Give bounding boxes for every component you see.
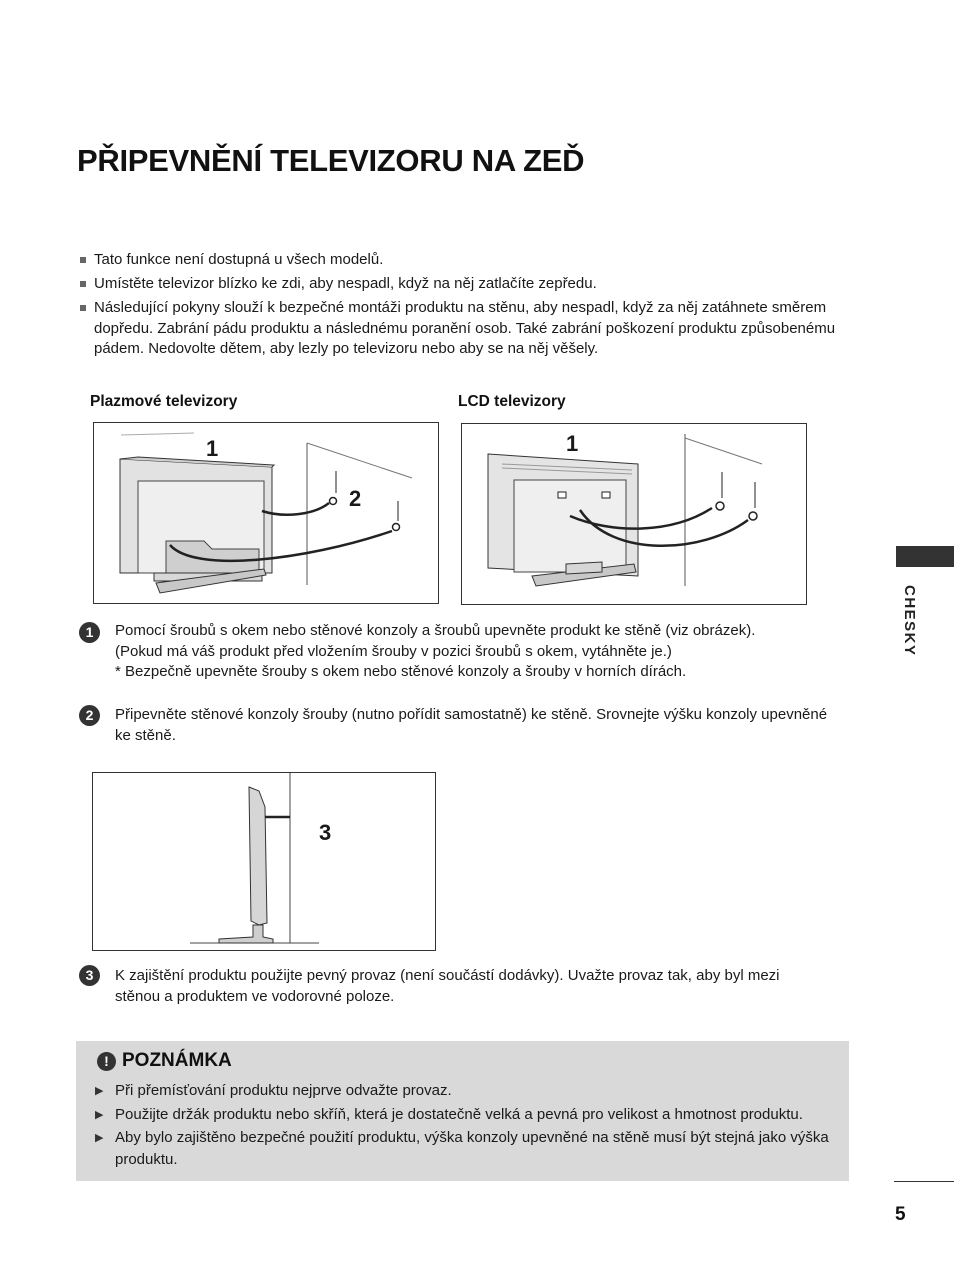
lcd-tv-illustration bbox=[461, 423, 807, 605]
intro-bullet-list bbox=[78, 250, 838, 363]
step-1-text bbox=[115, 621, 835, 683]
footer-rule bbox=[894, 1181, 954, 1182]
page-title: PŘIPEVNĚNÍ TELEVIZORU NA ZEĎ bbox=[77, 143, 585, 178]
plasma-callout-2: 2 bbox=[349, 486, 362, 511]
step-2-text: Připevněte stěnové konzoly šrouby (nutno pořídit samostatně) ke stěně. Srovnejte výšku konzoly upevněné ke stěně. bbox=[115, 706, 828, 744]
note-item: ▶ Použijte držák produktu nebo skříň, která je dostatečně velká a pevná pro velikost a hmotnost produktu. bbox=[95, 1104, 847, 1126]
page-number: 5 bbox=[895, 1204, 906, 1225]
bullet-item: Tato funkce není dostupná u všech modelů. bbox=[78, 250, 838, 271]
note-item-list bbox=[95, 1080, 847, 1173]
side-callout-3: 3 bbox=[319, 820, 332, 845]
note-item: ▶ Aby bylo zajištěno bezpečné použití produktu, výška konzoly upevněné na stěně musí být stejná jako výška produktu. bbox=[95, 1127, 847, 1171]
step-1-note: * Bezpečně upevněte šrouby s okem nebo stěnové konzoly a šrouby v horních dírách. bbox=[115, 663, 687, 680]
plasma-callout-1: 1 bbox=[206, 436, 219, 461]
bullet-item: Následující pokyny slouží k bezpečné montáži produktu na stěnu, aby nespadl, když za něj zatáhnete směrem dopředu. Zabrání pádu produktu a následnému poranění osob. Také zabrání poškození produktu způsobenému pádem. Nedovolte dětem, aby lezly po televizoru nebo aby se na něj věšely. bbox=[78, 298, 838, 360]
step-1-line: (Pokud má váš produkt před vložením šrouby v pozici šroubů s okem, vytáhněte je.) bbox=[115, 642, 672, 660]
bullet-item: Umístěte televizor blízko ke zdi, aby nespadl, když na něj zatlačíte zepředu. bbox=[78, 274, 838, 295]
note-box bbox=[76, 1041, 849, 1181]
plasma-tv-drawing bbox=[94, 423, 438, 603]
lcd-callout-1: 1 bbox=[566, 431, 579, 456]
note-item: ▶ Při přemísťování produktu nejprve odvažte provaz. bbox=[95, 1080, 847, 1102]
plasma-tv-illustration bbox=[93, 422, 439, 604]
lcd-tv-drawing bbox=[462, 424, 806, 604]
step-number-2: 2 bbox=[79, 705, 100, 726]
side-view-illustration bbox=[92, 772, 436, 951]
step-1-line: Pomocí šroubů s okem nebo stěnové konzoly a šroubů upevněte produkt ke stěně (viz obrázek). bbox=[115, 622, 756, 639]
step-number-1: 1 bbox=[79, 622, 100, 643]
exclamation-icon: ! bbox=[97, 1052, 116, 1071]
language-label: CHESKY bbox=[901, 585, 918, 657]
lcd-figure-label: LCD televizory bbox=[458, 393, 566, 410]
note-heading-text: POZNÁMKA bbox=[122, 1050, 232, 1071]
step-3-text: K zajištění produktu použijte pevný provaz (není součástí dodávky). Uvažte provaz tak, aby byl mezi stěnou a produktem ve vodorovné poloze. bbox=[115, 967, 780, 1005]
language-tab-marker bbox=[896, 546, 954, 567]
plasma-figure-label: Plazmové televizory bbox=[90, 393, 238, 410]
step-number-3: 3 bbox=[79, 965, 100, 986]
note-heading bbox=[97, 1050, 232, 1072]
side-view-drawing bbox=[93, 773, 435, 950]
